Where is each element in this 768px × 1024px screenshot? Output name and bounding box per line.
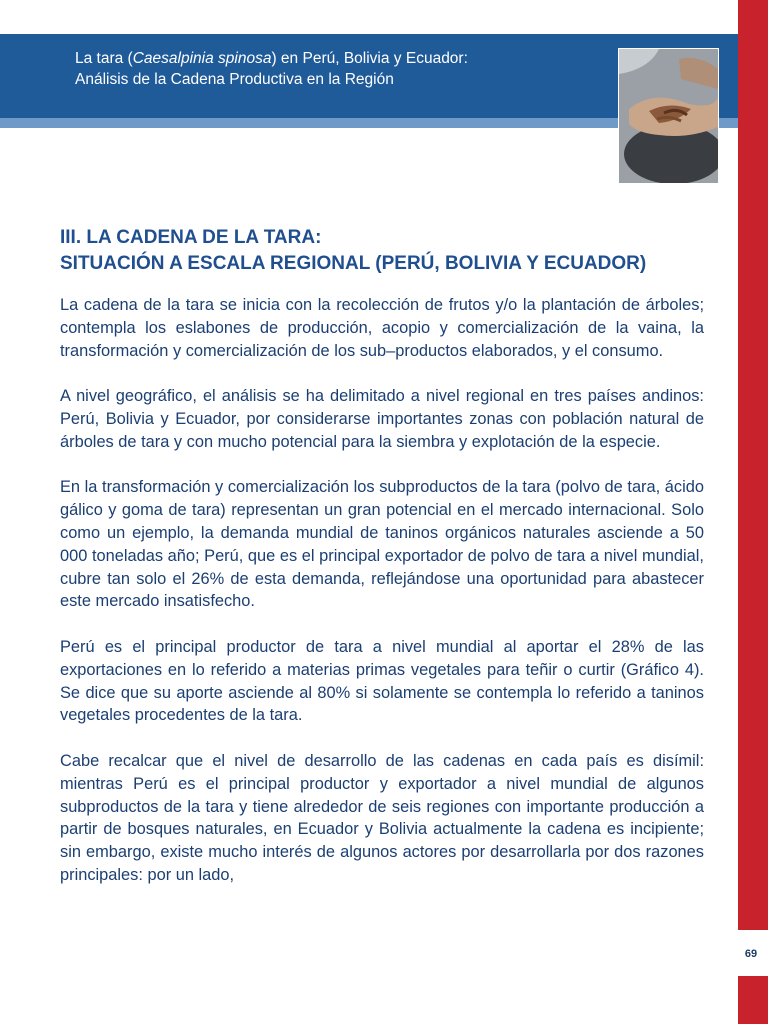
paragraph: En la transformación y comercialización los subproductos de la tara (polvo de tara, ácido gálico y goma de tara) representan un gran potencial en el mercado internacional. Solo como un ejemplo, la demanda mundial de taninos orgánicos naturales asciende a 50 000 toneladas año; Perú, que es el principal exportador de polvo de tara a nivel mundial, cubre tan solo el 26% de esta demanda, reflejándose una oportunidad para abastecer este mercado insatisfecho. — [60, 478, 704, 611]
right-margin-bar — [738, 0, 768, 1024]
section-title-line2: SITUACIÓN A ESCALA REGIONAL (PERÚ, BOLIVIA Y ECUADOR) — [60, 253, 647, 274]
paragraph: A nivel geográfico, el análisis se ha delimitado a nivel regional en tres países andinos: Perú, Bolivia y Ecuador, por considerarse importantes zonas con población natural de árboles de tara y con mucho potencial para la siembra y explotación de la especie. — [60, 387, 704, 451]
body-text — [60, 294, 704, 910]
running-header — [75, 48, 595, 90]
section-title — [60, 225, 720, 277]
page-number: 69 — [744, 948, 758, 960]
paragraph: La cadena de la tara se inicia con la recolección de frutos y/o la plantación de árboles; contempla los eslabones de producción, acopio y comercialización de la vaina, la transformación y comercialización de los sub–productos elaborados, y el consumo. — [60, 296, 704, 360]
header-photo — [618, 48, 719, 184]
paragraph: Perú es el principal productor de tara a nivel mundial al aportar el 28% de las exportaciones en lo referido a materias primas vegetales para teñir o curtir (Gráfico 4). Se dice que su aporte asciende al 80% si solamente se contempla lo referido a taninos vegetales procedentes de la tara. — [60, 637, 704, 725]
header-species-name: Caesalpinia spinosa — [132, 50, 272, 67]
running-header-line2: Análisis de la Cadena Productiva en la Región — [75, 71, 394, 88]
header-title-pre: La tara ( — [75, 50, 133, 67]
paragraph: Cabe recalcar que el nivel de desarrollo de las cadenas en cada país es disímil: mientras Perú es el principal productor y exportador a nivel mundial de algunos subproductos de la tara y tiene alrededor de seis regiones con importante producción a partir de bosques naturales, en Ecuador y Bolivia actualmente la cadena es incipiente; sin embargo, existe mucho interés de algunos actores por desarrollarla por dos razones principales: por un lado, — [60, 751, 704, 884]
header-title-post: ) en Perú, Bolivia y Ecuador: — [271, 50, 468, 67]
section-title-line1: III. LA CADENA DE LA TARA: — [60, 227, 322, 248]
running-header-line1 — [75, 48, 595, 69]
